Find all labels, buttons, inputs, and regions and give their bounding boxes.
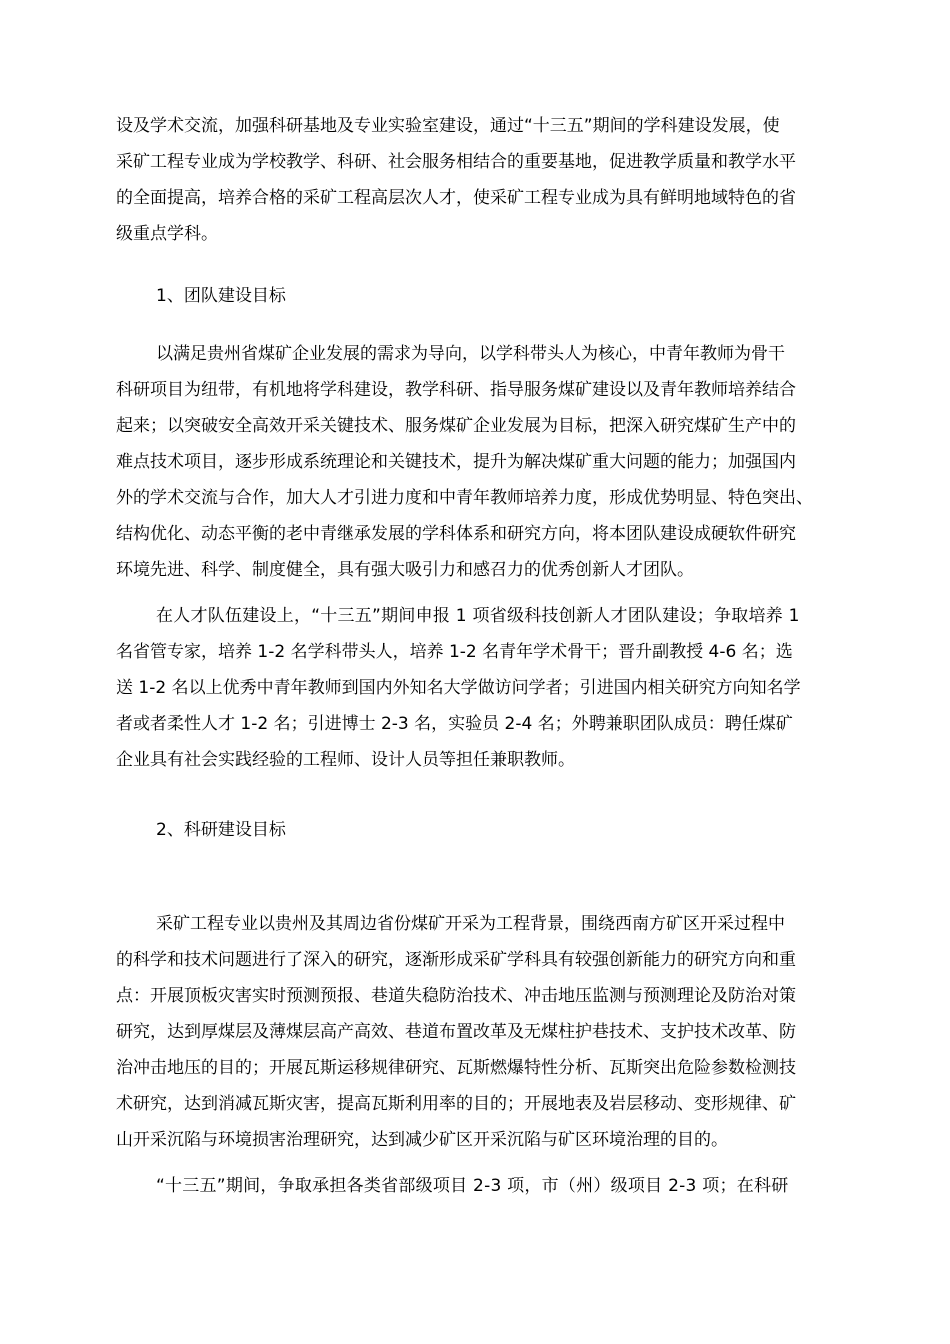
paragraph-line: 在人才队伍建设上，“十三五”期间申报 1 项省级科技创新人才团队建设；争取培养 1 <box>156 606 800 626</box>
paragraph-line: 外的学术交流与合作，加大人才引进力度和中青年教师培养力度，形成优势明显、特色突出、 <box>116 488 813 508</box>
paragraph-line: 送 1-2 名以上优秀中青年教师到国内外知名大学做访问学者；引进国内相关研究方向知名学 <box>116 678 801 698</box>
paragraph-line: 名省管专家，培养 1-2 名学科带头人，培养 1-2 名青年学术骨干；晋升副教授 4-6 名；选 <box>116 642 793 662</box>
paragraph-line: 级重点学科。 <box>116 224 218 244</box>
section-heading: 2、科研建设目标 <box>156 820 286 840</box>
paragraph-line: 的全面提高，培养合格的采矿工程高层次人才，使采矿工程专业成为具有鲜明地域特色的省 <box>116 188 796 208</box>
paragraph-line: 难点技术项目，逐步形成系统理论和关键技术，提升为解决煤矿重大问题的能力；加强国内 <box>116 452 796 472</box>
paragraph-line: 设及学术交流，加强科研基地及专业实验室建设，通过“十三五”期间的学科建设发展，使 <box>116 116 780 136</box>
paragraph-line: 研究，达到厚煤层及薄煤层高产高效、巷道布置改革及无煤柱护巷技术、支护技术改革、防 <box>116 1022 796 1042</box>
paragraph-line: 起来；以突破安全高效开采关键技术、服务煤矿企业发展为目标，把深入研究煤矿生产中的 <box>116 416 796 436</box>
paragraph-line: 采矿工程专业以贵州及其周边省份煤矿开采为工程背景，围绕西南方矿区开采过程中 <box>156 914 785 934</box>
paragraph-line: 治冲击地压的目的；开展瓦斯运移规律研究、瓦斯燃爆特性分析、瓦斯突出危险参数检测技 <box>116 1058 796 1078</box>
paragraph-line: 采矿工程专业成为学校教学、科研、社会服务相结合的重要基地，促进教学质量和教学水平 <box>116 152 796 172</box>
paragraph-line: 者或者柔性人才 1-2 名；引进博士 2-3 名，实验员 2-4 名；外聘兼职团队成员：聘任煤矿 <box>116 714 793 734</box>
paragraph-line: 术研究，达到消减瓦斯灾害，提高瓦斯利用率的目的；开展地表及岩层移动、变形规律、矿 <box>116 1094 796 1114</box>
paragraph-line: 企业具有社会实践经验的工程师、设计人员等担任兼职教师。 <box>116 750 575 770</box>
paragraph-line: 科研项目为纽带，有机地将学科建设，教学科研、指导服务煤矿建设以及青年教师培养结合 <box>116 380 796 400</box>
paragraph-line: 山开采沉陷与环境损害治理研究，达到减少矿区开采沉陷与矿区环境治理的目的。 <box>116 1130 728 1150</box>
paragraph-line: 环境先进、科学、制度健全，具有强大吸引力和感召力的优秀创新人才团队。 <box>116 560 694 580</box>
paragraph-line: 以满足贵州省煤矿企业发展的需求为导向，以学科带头人为核心，中青年教师为骨干 <box>156 344 785 364</box>
paragraph-line: 结构优化、动态平衡的老中青继承发展的学科体系和研究方向，将本团队建设成硬软件研究 <box>116 524 796 544</box>
section-heading: 1、团队建设目标 <box>156 286 286 306</box>
paragraph-line: “十三五”期间，争取承担各类省部级项目 2-3 项，市（州）级项目 2-3 项；在科研 <box>156 1176 789 1196</box>
paragraph-line: 点：开展顶板灾害实时预测预报、巷道失稳防治技术、冲击地压监测与预测理论及防治对策 <box>116 986 796 1006</box>
paragraph-line: 的科学和技术问题进行了深入的研究，逐渐形成采矿学科具有较强创新能力的研究方向和重 <box>116 950 796 970</box>
